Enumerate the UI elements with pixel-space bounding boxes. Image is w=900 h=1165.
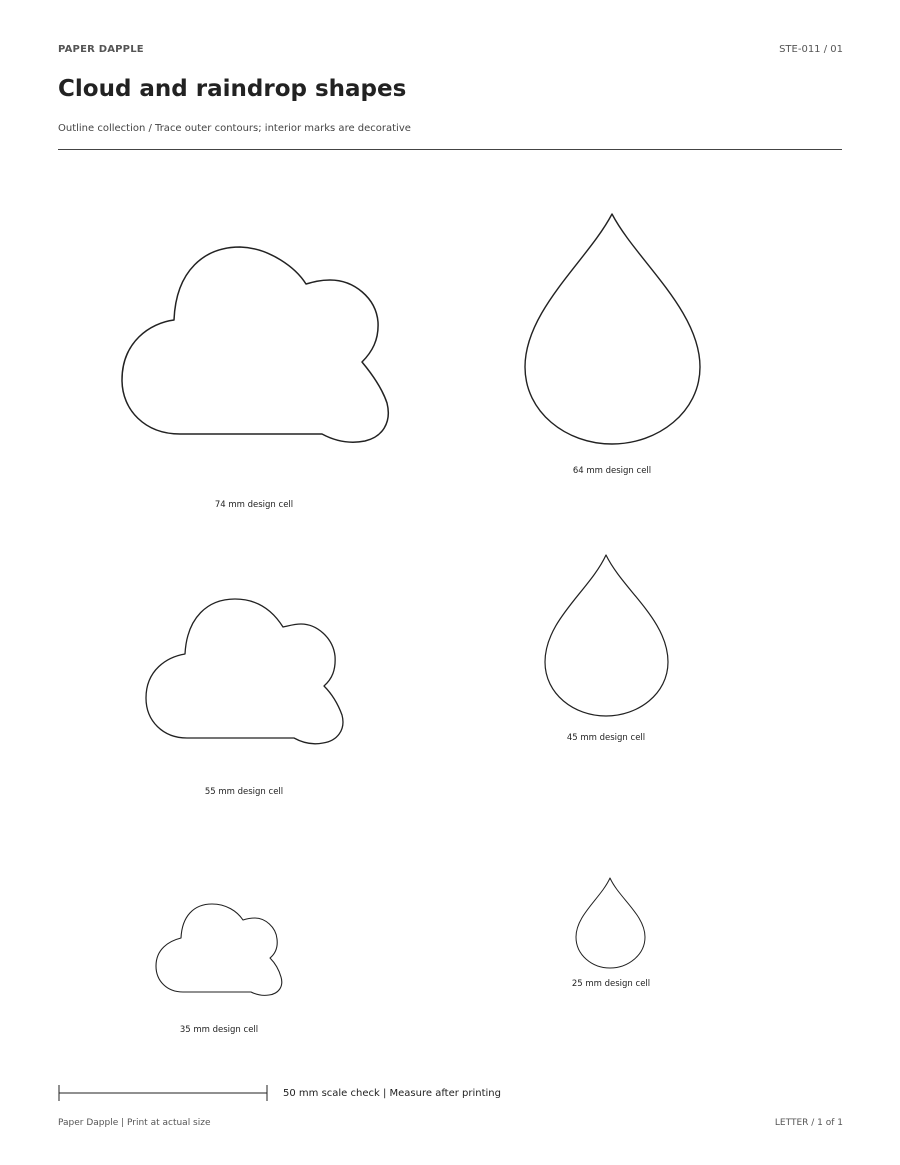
shape-caption: 64 mm design cell — [572, 466, 652, 476]
page-indicator: LETTER / 1 of 1 — [774, 1118, 843, 1128]
shape-caption: 55 mm design cell — [204, 787, 284, 797]
scale-bar — [58, 1084, 268, 1102]
shape-caption: 74 mm design cell — [214, 500, 294, 510]
page-subtitle: Outline collection / Trace outer contours; interior marks are decorative — [58, 123, 411, 134]
sheet-code: STE-011 / 01 — [779, 44, 843, 55]
shape-caption: 35 mm design cell — [179, 1025, 259, 1035]
brand-label: PAPER DAPPLE — [58, 44, 144, 55]
shape-caption: 25 mm design cell — [571, 979, 651, 989]
page-title: Cloud and raindrop shapes — [58, 76, 407, 102]
shape-caption: 45 mm design cell — [566, 733, 646, 743]
footer-note: Paper Dapple | Print at actual size — [58, 1118, 211, 1128]
scale-label: 50 mm scale check | Measure after printing — [283, 1088, 501, 1099]
